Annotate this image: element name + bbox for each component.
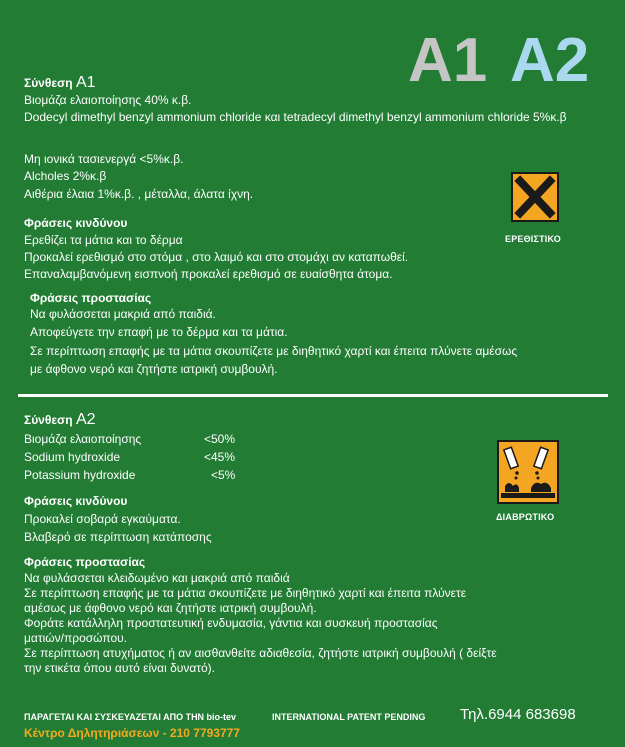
code-a2: A2: [510, 26, 590, 95]
a1-hazard-1: Ερεθίζει τα μάτια και το δέρμα: [24, 233, 183, 247]
a2-hazard-1: Προκαλεί σοβαρά εγκαύματα.: [24, 512, 181, 526]
manufacturer-text: ΠΑΡΑΓΕΤΑΙ ΚΑΙ ΣΥΣΚΕΥΑΖΕΤΑΙ ΑΠΟ ΤΗΝ bio-tev: [24, 712, 237, 722]
a2-protection-4: Φοράτε κατάλληλη προστατευτική ενδυμασία, γάντια και συσκευή προστασίας: [24, 616, 438, 630]
a1-composition-2: Dodecyl dimethyl benzyl ammonium chloride και tetradecyl dimethyl benzyl ammonium chloride 5%κ.β: [24, 110, 567, 124]
a1-hazard-2: Προκαλεί ερεθισμό στο στόμα , στο λαιμό και στο στομάχι αν καταπωθεί.: [24, 250, 409, 264]
a1-composition-5: Αιθέρια έλαια 1%κ.β. , μέταλλα, άλατα ίχνη.: [24, 187, 254, 201]
a2-protection-title: Φράσεις προστασίας: [24, 555, 146, 569]
a2-protection-1: Να φυλάσσεται κλειδωμένο και μακριά από παιδιά: [24, 571, 290, 585]
a1-protection-3: Σε περίπτωση επαφής με τα μάτια σκουπίζετε με διηθητικό χαρτί και έπειτα πλύνετε αμέσως: [30, 344, 518, 358]
a1-composition-1: Βιομάζα ελαιοποίησης 40% κ.β.: [24, 93, 192, 107]
a1-composition-4: Alcholes 2%κ.β: [24, 169, 107, 183]
a1-hazard-3: Επαναλαμβανόμενη εισπνοή προκαλεί ερεθισμό σε ευαίσθητα άτομα.: [24, 267, 393, 281]
poison-center-text: Κέντρο Δηλητηριάσεων - 210 7793777: [24, 726, 240, 740]
corrosive-label: ΔΙΑΒΡΩΤΙΚΟ: [496, 512, 555, 522]
a2-title-prefix: Σύνθεση: [24, 413, 73, 427]
a1-protection-2: Αποφεύγετε την επαφή με το δέρμα και τα μάτια.: [30, 325, 288, 339]
a2-protection-3: αμέσως με άφθονο νερό και ζητήστε ιατρική συμβουλή.: [24, 601, 317, 615]
a2-hazard-2: Βλαβερό σε περίπτωση κατάποσης: [24, 530, 212, 544]
a2-composition-value-2: <45%: [204, 450, 236, 464]
a2-composition-value-3: <5%: [211, 468, 236, 482]
irritant-label: ΕΡΕΘΙΣΤΙΚΟ: [505, 234, 561, 244]
a2-title-code: A2: [75, 411, 96, 428]
a2-composition-value-1: <50%: [204, 432, 236, 446]
a1-protection-4: με άφθονο νερό και ζητήστε ιατρική συμβουλή.: [30, 362, 278, 376]
a1-protection-1: Να φυλάσσεται μακριά από παιδιά.: [30, 307, 216, 321]
a1-protection-title: Φράσεις προστασίας: [30, 291, 152, 305]
phone-number: Τηλ.6944 683698: [460, 706, 576, 723]
a1-hazard-title: Φράσεις κινδύνου: [24, 216, 128, 230]
a1-composition-3: Μη ιονικά τασιενεργά <5%κ.β.: [24, 152, 184, 166]
a1-title-code: A1: [75, 74, 96, 91]
a2-hazard-title: Φράσεις κινδύνου: [24, 494, 128, 508]
a2-protection-2: Σε περίπτωση επαφής με τα μάτια σκουπίζετε με διηθητικό χαρτί και έπειτα πλύνετε: [24, 586, 467, 600]
a2-protection-5: ματιών/προσώπου.: [24, 631, 128, 645]
a1-title-prefix: Σύνθεση: [24, 76, 73, 90]
section-divider: [18, 394, 608, 397]
a2-protection-6: Σε περίπτωση ατυχήματος ή αν αισθανθείτε αδιαθεσία, ζητήστε ιατρική συμβουλή ( δείξτε: [24, 646, 497, 660]
patent-text: INTERNATIONAL PATENT PENDING: [272, 712, 426, 722]
a1-title: [24, 75, 96, 91]
a2-composition-name-3: Potassium hydroxide: [24, 468, 136, 482]
a2-composition-name-1: Βιομάζα ελαιοποίησης: [24, 432, 142, 446]
corrosive-icon: [497, 440, 559, 504]
a2-title: [24, 412, 96, 428]
code-a1: A1: [408, 26, 488, 95]
a2-protection-7: την ετικέτα όπου αυτό είναι δυνατό).: [24, 661, 216, 675]
irritant-x-icon: [511, 172, 559, 222]
a2-composition-name-2: Sodium hydroxide: [24, 450, 121, 464]
